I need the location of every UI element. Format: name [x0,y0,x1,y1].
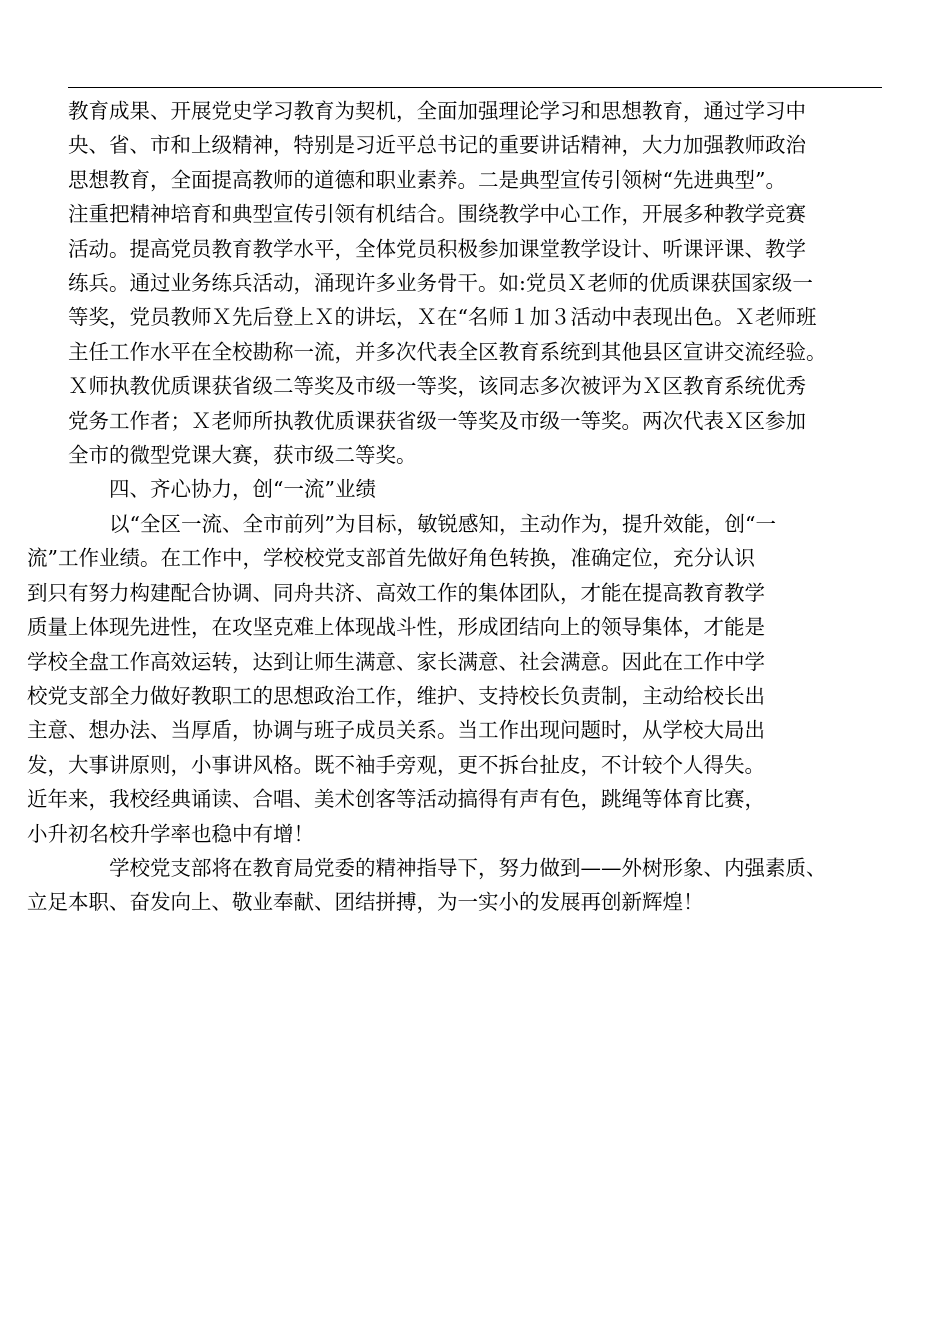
text-line: 质量上体现先进性，在攻坚克难上体现战斗性，形成团结向上的领导集体，才能是 [27,615,765,640]
text-line: 活动。提高党员教育教学水平，全体党员积极参加课堂教学设计、听课评课、教学 [68,236,806,261]
text-line: 主任工作水平在全校勘称一流，并多次代表全区教育系统到其他县区宣讲交流经验。 [68,339,827,364]
text-line: 到只有努力构建配合协调、同舟共济、高效工作的集体团队，才能在提高教育教学 [27,580,765,605]
text-line: 等奖，党员教师Ｘ先后登上Ｘ的讲坛，Ｘ在“名师１加３活动中表现出色。Ｘ老师班 [68,305,817,330]
text-line: 学校全盘工作高效运转，达到让师生满意、家长满意、社会满意。因此在工作中学 [27,649,765,674]
text-line: 练兵。通过业务练兵活动，涌现许多业务骨干。如:党员Ｘ老师的优质课获国家级一 [68,271,813,296]
text-line: 近年来，我校经典诵读、合唱、美术创客等活动搞得有声有色，跳绳等体育比赛， [27,787,765,812]
header-rule [68,87,882,88]
text-line: 立足本职、奋发向上、敬业奉献、团结拼搏，为一实小的发展再创新辉煌！ [27,890,704,915]
document-body [27,94,886,920]
section-heading-four [68,472,886,506]
paragraph-typical-publicity [68,94,886,472]
text-line: 主意、想办法、当厚盾，协调与班子成员关系。当工作出现问题时，从学校大局出 [27,718,765,743]
text-line: 党务工作者；Ｘ老师所执教优质课获省级一等奖及市级一等奖。两次代表Ｘ区参加 [68,408,806,433]
text-line: 校党支部全力做好教职工的思想政治工作，维护、支持校长负责制，主动给校长出 [27,683,765,708]
text-line: 注重把精神培育和典型宣传引领有机结合。围绕教学中心工作，开展多种教学竞赛 [68,202,806,227]
paragraph-conclusion [27,851,886,920]
text-line: 流”工作业绩。在工作中，学校校党支部首先做好角色转换，准确定位，充分认识 [27,546,755,571]
text-line: 央、省、市和上级精神，特别是习近平总书记的重要讲话精神，大力加强教师政治 [68,133,806,158]
paragraph-first-class-performance [27,507,886,851]
text-line: 学校党支部将在教育局党委的精神指导下，努力做到——外树形象、内强素质、 [109,855,827,880]
text-line: 发，大事讲原则，小事讲风格。既不袖手旁观，更不拆台扯皮，不计较个人得失。 [27,752,765,777]
text-line: 小升初名校升学率也稳中有增！ [27,821,314,846]
text-line: 全市的微型党课大赛，获市级二等奖。 [68,443,417,468]
section-heading-text: 四、齐心协力，创“一流”业绩 [109,477,376,502]
text-line: 思想教育，全面提高教师的道德和职业素养。二是典型宣传引领树“先进典型”。 [68,167,786,192]
text-line: Ｘ师执教优质课获省级二等奖及市级一等奖，该同志多次被评为Ｘ区教育系统优秀 [68,374,806,399]
text-line: 以“全区一流、全市前列”为目标，敏锐感知，主动作为，提升效能，创“一 [109,511,776,536]
text-line: 教育成果、开展党史学习教育为契机，全面加强理论学习和思想教育，通过学习中 [68,99,806,123]
